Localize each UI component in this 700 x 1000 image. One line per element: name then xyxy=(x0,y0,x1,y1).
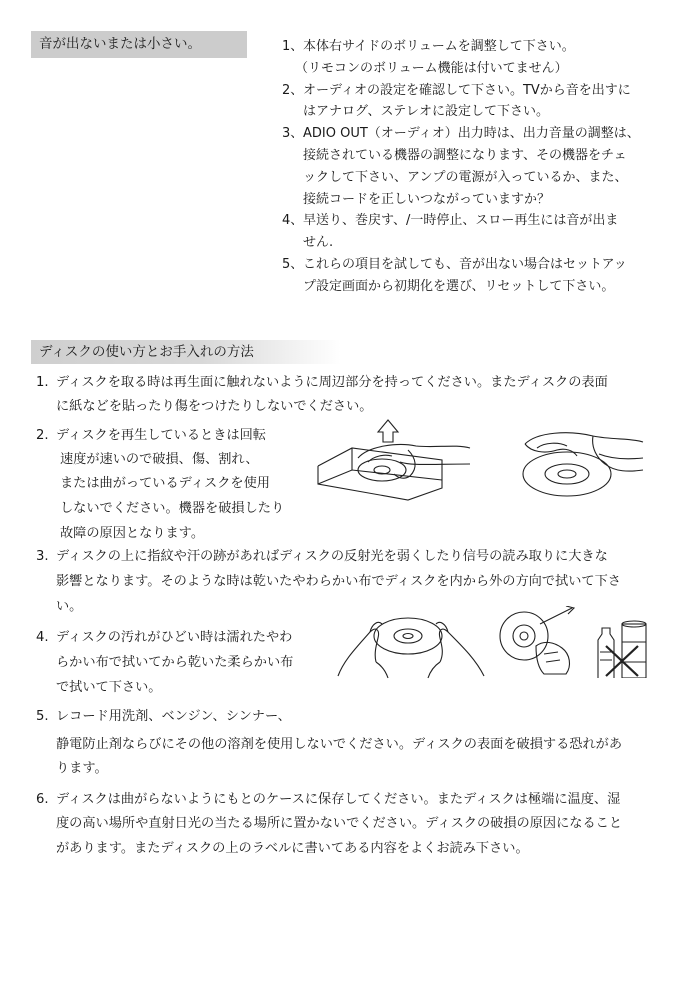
item-number: 3、 xyxy=(282,126,304,142)
disc-holding-illustration xyxy=(505,428,645,506)
item-text: 接続コードを正しいつながっていますか？ xyxy=(303,191,551,207)
item-text: 故障の原因となります。 xyxy=(60,526,205,541)
item-text: で拭いて下さい。 xyxy=(56,680,162,695)
item-text: ディスクを再生しているときは回転 xyxy=(56,428,266,443)
item-number: 3. xyxy=(36,549,49,564)
disc-two-hands-illustration xyxy=(336,610,486,680)
item-text: ります。 xyxy=(56,761,108,776)
item-text: 速度が速いので破損、傷、割れ、 xyxy=(60,452,259,467)
item-text: ディスクの上に指紋や汗の跡があればディスクの反射光を弱くしたり信号の読み取りに大きな xyxy=(56,549,608,564)
item-number: 2. xyxy=(36,428,49,443)
arrow-up-icon xyxy=(378,420,398,442)
item-text: ディスクの汚れがひどい時は濡れたやわ xyxy=(56,630,293,645)
item-text: 本体右サイドのボリュームを調整して下さい。 xyxy=(303,39,575,54)
item-text: があります。またディスクの上のラベルに書いてある内容をよくお読み下さい。 xyxy=(56,841,529,856)
disc-tray-eject-illustration xyxy=(312,418,472,502)
item-text: に紙などを貼ったり傷をつけたりしないでください。 xyxy=(56,399,373,414)
item-text: い。 xyxy=(56,599,83,614)
item-text: せん. xyxy=(303,235,334,251)
item-text: 静電防止剤ならびにその他の溶剤を使用しないでください。ディスクの表面を破損する恐れがあ xyxy=(56,737,623,752)
item-number: 5、 xyxy=(282,256,304,272)
item-text: ADIO OUT（オーディオ）出力時は、出力音量の調整は、 xyxy=(303,126,640,142)
item-number: 1. xyxy=(36,375,49,390)
list-item xyxy=(282,254,682,276)
item-number: 2、 xyxy=(282,82,304,98)
list-item xyxy=(282,210,682,232)
disc-wiping-illustration xyxy=(492,606,592,678)
item-text: 早送り、巻戻す、/一時停止、スロー再生には音が出ま xyxy=(303,213,619,229)
item-text: オーディオの設定を確認して下さい。TVから音を出すに xyxy=(303,82,631,98)
item-text: レコード用洗剤、ベンジン、シンナー、 xyxy=(56,709,291,724)
item-text: 度の高い場所や直射日光の当たる場所に置かないでください。ディスクの破損の原因になること xyxy=(56,816,623,831)
list-item xyxy=(282,36,682,58)
item-text: ディスクは曲がらないようにもとのケースに保存してください。またディスクは極端に温度、湿 xyxy=(56,792,621,807)
section-heading-no-sound: 音が出ないまたは小さい。 xyxy=(31,31,247,58)
item-text: （リモコンのボリューム機能は付いてません） xyxy=(295,60,568,76)
item-text: これらの項目を試しても、音が出ない場合はセットアッ xyxy=(303,256,627,272)
item-text: プ設定画面から初期化を選び、リセットして下さい。 xyxy=(303,278,615,294)
list-item xyxy=(282,123,682,145)
no-solvents-illustration xyxy=(592,618,650,678)
item-number: 6. xyxy=(36,792,49,807)
item-text: しないでください。機器を破損したり xyxy=(60,501,285,516)
item-number: 1、 xyxy=(282,39,304,54)
item-text: 接続されている機器の調整になります、その機器をチェ xyxy=(303,147,627,163)
item-number: 5. xyxy=(36,709,49,724)
item-text: 影響となります。そのような時は乾いたやわらかい布でディスクを内から外の方向で拭いて下さ xyxy=(56,574,621,589)
no-sound-list xyxy=(282,36,682,298)
section-heading-disc-care: ディスクの使い方とお手入れの方法 xyxy=(31,340,341,364)
item-text: ディスクを取る時は再生面に触れないように周辺部分を持ってください。またディスクの表面 xyxy=(56,375,608,390)
list-item xyxy=(282,80,682,102)
item-text: はアナログ、ステレオに設定して下さい。 xyxy=(303,104,549,120)
item-number: 4. xyxy=(36,630,49,645)
item-text: ックして下さい、アンプの電源が入っているか、また、 xyxy=(303,169,628,185)
item-number: 4、 xyxy=(282,213,304,229)
item-text: または曲がっているディスクを使用 xyxy=(60,476,270,491)
item-text: らかい布で拭いてから乾いた柔らかい布 xyxy=(56,655,294,670)
arrow-icon xyxy=(540,608,572,624)
